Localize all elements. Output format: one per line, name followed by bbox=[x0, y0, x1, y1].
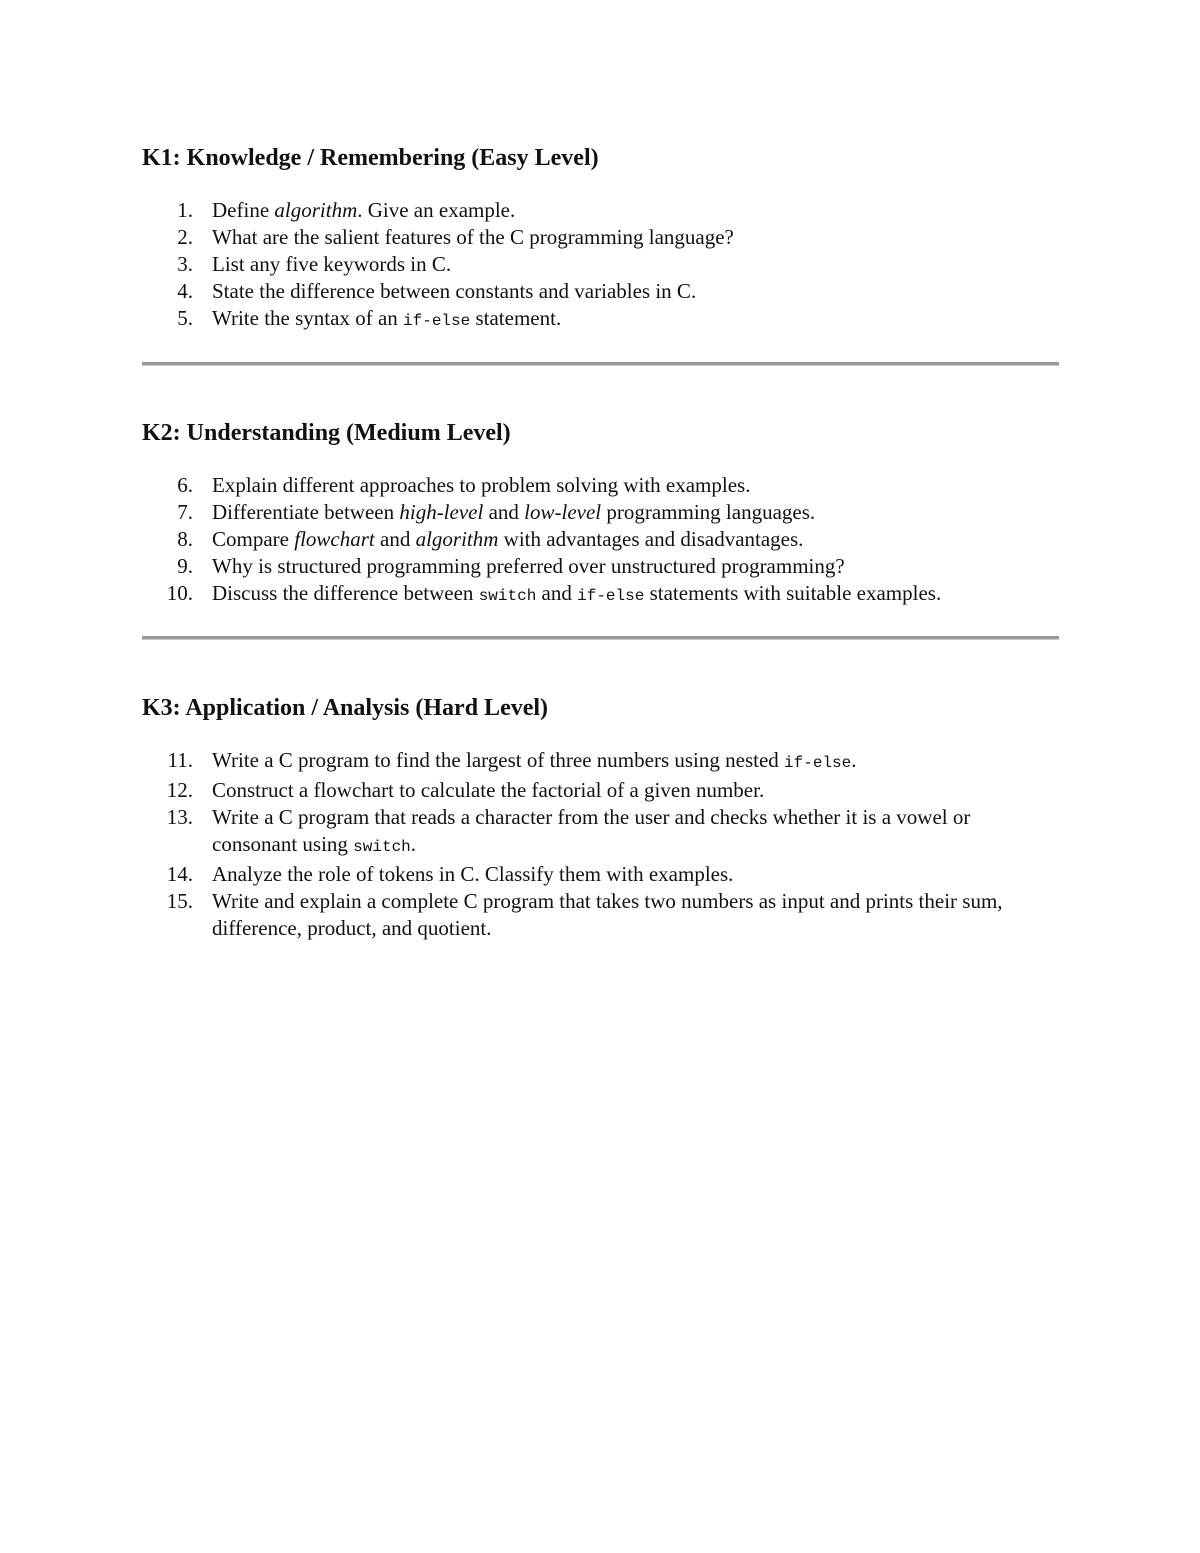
section-heading: K1: Knowledge / Remembering (Easy Level) bbox=[142, 145, 599, 171]
question-text bbox=[212, 581, 941, 605]
text-run: Explain different approaches to problem solving with examples. bbox=[212, 473, 751, 497]
code-term: if-else bbox=[784, 754, 852, 772]
code-term: switch bbox=[353, 838, 411, 856]
text-run: . bbox=[851, 748, 857, 772]
text-run: programming languages. bbox=[601, 500, 816, 524]
text-run: Write a C program to find the largest of three numbers using nested bbox=[212, 748, 785, 772]
question-text bbox=[212, 889, 1003, 940]
question-list bbox=[142, 197, 1060, 335]
section-k3 bbox=[142, 690, 1060, 942]
question-text bbox=[212, 748, 857, 772]
question-number: 1. bbox=[177, 198, 193, 222]
emphasized-term: low-level bbox=[524, 500, 602, 524]
text-run: Write a C program that reads a character from the user and checks whether it is a vowel or consonant using bbox=[212, 805, 971, 856]
question-number: 7. bbox=[177, 500, 193, 524]
question-text bbox=[212, 500, 815, 524]
emphasized-term: algorithm bbox=[415, 527, 499, 551]
text-run: and bbox=[536, 581, 578, 605]
text-run: statements with suitable examples. bbox=[644, 581, 942, 605]
question-text bbox=[212, 252, 451, 276]
question-number: 4. bbox=[177, 279, 193, 303]
question-number: 13. bbox=[166, 805, 193, 829]
code-term: if-else bbox=[577, 587, 645, 605]
text-run: Discuss the difference between bbox=[212, 581, 479, 605]
section-heading: K2: Understanding (Medium Level) bbox=[142, 420, 511, 446]
text-run: State the difference between constants and variables in C. bbox=[212, 279, 697, 303]
emphasized-term: algorithm bbox=[274, 198, 358, 222]
question-text bbox=[212, 473, 750, 497]
text-run: Define bbox=[212, 198, 275, 222]
section-k1 bbox=[142, 140, 1060, 335]
text-run: Analyze the role of tokens in C. Classify them with examples. bbox=[212, 862, 734, 886]
question-number: 6. bbox=[177, 473, 193, 497]
question-text bbox=[212, 862, 733, 886]
section-divider bbox=[142, 636, 1059, 640]
text-run: List any five keywords in C. bbox=[212, 252, 452, 276]
question-item bbox=[142, 580, 1060, 610]
text-run: Write the syntax of an bbox=[212, 306, 404, 330]
question-item bbox=[142, 553, 1060, 580]
question-text bbox=[212, 279, 696, 303]
question-number: 14. bbox=[166, 862, 193, 886]
question-item bbox=[142, 224, 1060, 251]
question-number: 5. bbox=[177, 306, 193, 330]
code-term: if-else bbox=[403, 312, 471, 330]
question-text bbox=[212, 527, 803, 551]
text-run: Why is structured programming preferred over unstructured programming? bbox=[212, 554, 845, 578]
text-run: with advantages and disadvantages. bbox=[498, 527, 804, 551]
question-item bbox=[142, 197, 1060, 224]
text-run: Differentiate between bbox=[212, 500, 400, 524]
question-text bbox=[212, 778, 764, 802]
question-item bbox=[142, 278, 1060, 305]
question-number: 11. bbox=[167, 748, 193, 772]
emphasized-term: high-level bbox=[399, 500, 484, 524]
text-run: Write and explain a complete C program that takes two numbers as input and prints their sum, difference, product, and quotient. bbox=[212, 889, 1003, 940]
question-item bbox=[142, 305, 1060, 335]
question-item bbox=[142, 472, 1060, 499]
question-item bbox=[142, 526, 1060, 553]
text-run: statement. bbox=[470, 306, 562, 330]
question-list bbox=[142, 747, 1060, 942]
text-run: What are the salient features of the C programming language? bbox=[212, 225, 734, 249]
question-number: 2. bbox=[177, 225, 193, 249]
question-item bbox=[142, 251, 1060, 278]
question-item bbox=[142, 499, 1060, 526]
question-item bbox=[142, 777, 1060, 804]
question-text bbox=[212, 225, 734, 249]
question-number: 10. bbox=[166, 581, 193, 605]
question-item bbox=[142, 747, 1060, 777]
question-item bbox=[142, 888, 1060, 942]
emphasized-term: flowchart bbox=[294, 527, 375, 551]
code-term: switch bbox=[478, 587, 537, 605]
question-number: 12. bbox=[166, 778, 193, 802]
question-text bbox=[212, 554, 845, 578]
text-run: Construct a flowchart to calculate the factorial of a given number. bbox=[212, 778, 765, 802]
text-run: and bbox=[374, 527, 416, 551]
section-k2 bbox=[142, 415, 1060, 610]
text-run: Compare bbox=[212, 527, 295, 551]
question-number: 8. bbox=[177, 527, 193, 551]
question-text bbox=[212, 198, 515, 222]
section-divider bbox=[142, 362, 1059, 366]
question-item bbox=[142, 861, 1060, 888]
text-run: and bbox=[483, 500, 525, 524]
text-run: . bbox=[410, 832, 417, 856]
question-text bbox=[212, 306, 561, 330]
section-heading: K3: Application / Analysis (Hard Level) bbox=[142, 695, 549, 721]
question-number: 3. bbox=[177, 252, 193, 276]
question-text bbox=[212, 805, 970, 856]
question-item bbox=[142, 804, 1060, 861]
question-number: 15. bbox=[166, 889, 193, 913]
question-list bbox=[142, 472, 1060, 610]
text-run: . Give an example. bbox=[357, 198, 516, 222]
question-number: 9. bbox=[177, 554, 193, 578]
